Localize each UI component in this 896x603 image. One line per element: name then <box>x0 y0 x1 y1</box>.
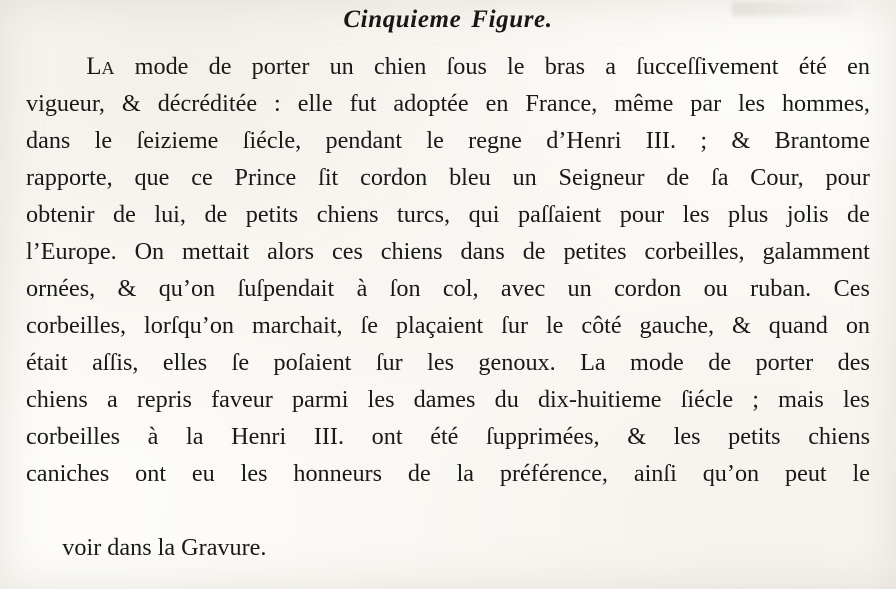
text-word: rapporte, <box>26 164 113 191</box>
text-word: de <box>847 201 870 228</box>
text-word: petits <box>728 423 781 450</box>
text-word: a <box>106 386 118 413</box>
text-word: galamment <box>762 238 870 265</box>
text-word: qu’on <box>702 460 760 487</box>
page-title-word-1: Cinquieme <box>343 6 462 33</box>
text-line <box>26 159 870 196</box>
text-line <box>26 85 870 122</box>
text-line <box>26 381 870 418</box>
text-word: qui <box>468 201 500 228</box>
text-word: un <box>329 53 354 80</box>
text-word: lorſqu’on <box>144 312 235 339</box>
text-word: alors <box>267 238 315 265</box>
text-word: un <box>512 164 537 191</box>
text-line <box>26 122 870 159</box>
text-word: les <box>367 386 395 413</box>
text-word: ou <box>703 275 728 302</box>
text-word: hommes, <box>781 90 870 117</box>
text-word: le <box>94 127 113 154</box>
text-word: qu’on <box>158 275 216 302</box>
text-word: elle <box>297 90 333 117</box>
text-word: plaçaient <box>395 312 484 339</box>
text-word: a <box>605 53 616 80</box>
text-word: & <box>627 423 647 450</box>
text-word: dames <box>413 386 476 413</box>
text-word: honneurs <box>293 460 383 487</box>
text-word: été <box>430 423 459 450</box>
text-word: ornées, <box>26 275 96 302</box>
text-word: ont <box>371 423 403 450</box>
text-word: ſa <box>711 164 729 191</box>
text-word: col, <box>442 275 479 302</box>
text-word: On <box>134 238 165 265</box>
text-line <box>26 48 870 85</box>
text-word: l’Europe. <box>26 238 117 265</box>
text-word: dans <box>26 127 71 154</box>
text-word: ſiécle, <box>242 127 302 154</box>
text-word: côté <box>581 312 622 339</box>
text-word: les <box>427 349 454 376</box>
text-word: décréditée <box>157 90 258 117</box>
text-word: était <box>26 349 68 376</box>
text-line-content: voir dans la Gravure. <box>62 534 267 561</box>
text-word: les <box>738 90 765 117</box>
text-word: jolis <box>786 201 829 228</box>
text-word: mettait <box>182 238 250 265</box>
text-word: aſſis, <box>92 349 139 376</box>
text-word: & <box>121 90 141 117</box>
text-word: parmi <box>292 386 349 413</box>
text-word: avec <box>500 275 546 302</box>
text-word: plus <box>728 201 769 228</box>
text-word: III. <box>313 423 345 450</box>
text-word: ſur <box>501 312 529 339</box>
text-word: gauche, <box>639 312 715 339</box>
text-word: chiens <box>316 201 379 228</box>
text-word: pour <box>619 201 665 228</box>
text-word: & <box>117 275 137 302</box>
text-word: porter <box>755 349 814 376</box>
text-word: ſiécle <box>680 386 734 413</box>
text-word: par <box>690 90 722 117</box>
text-word: mode <box>630 349 684 376</box>
text-word: porter <box>251 53 310 80</box>
text-word: ſur <box>375 349 403 376</box>
text-word: & <box>732 312 751 339</box>
text-word: eu <box>191 460 215 487</box>
text-word: ſe <box>231 349 250 376</box>
text-word: corbeilles <box>26 423 121 450</box>
text-word: elles <box>162 349 208 376</box>
text-word: le <box>426 127 444 154</box>
text-word: dans <box>460 238 505 265</box>
text-word: vigueur, <box>26 90 105 117</box>
text-word: les <box>842 386 870 413</box>
text-word: même <box>614 90 674 117</box>
text-word: le <box>545 312 564 339</box>
text-word: on <box>845 312 870 339</box>
text-word: ſeizieme <box>136 127 219 154</box>
text-word: que <box>134 164 170 191</box>
text-word: mode <box>134 53 189 80</box>
text-word: lui, <box>154 201 186 228</box>
text-word: préférence, <box>499 460 608 487</box>
text-word: turcs, <box>397 201 451 228</box>
text-word: regne <box>468 127 522 154</box>
text-word: marchait, <box>251 312 343 339</box>
text-word: été <box>798 53 827 80</box>
text-word: de <box>522 238 546 265</box>
text-word: petits <box>245 201 299 228</box>
text-word: de <box>666 164 690 191</box>
text-word: Cour, <box>750 164 804 191</box>
text-word: de <box>708 349 732 376</box>
text-word: de <box>407 460 431 487</box>
text-word: à <box>147 423 159 450</box>
text-word: peut <box>785 460 827 487</box>
text-line <box>26 492 870 603</box>
text-line <box>26 270 870 307</box>
text-word: III. <box>645 127 676 154</box>
text-word: ces <box>332 238 363 265</box>
text-word: ſon <box>389 275 421 302</box>
text-word: La <box>580 349 606 376</box>
text-word: de <box>204 201 228 228</box>
text-word: pendant <box>325 127 403 154</box>
text-line <box>26 455 870 492</box>
text-word: : <box>274 90 281 117</box>
text-word: bras <box>544 53 585 80</box>
text-word: cordon <box>360 164 428 191</box>
text-word: cordon <box>614 275 682 302</box>
text-word: corbeilles, <box>644 238 745 265</box>
text-word: des <box>837 349 870 376</box>
text-word: Prince <box>234 164 297 191</box>
text-word: ſupprimées, <box>486 423 600 450</box>
text-word: fut <box>349 90 377 117</box>
text-word: ſucceſſivement <box>636 53 779 80</box>
text-word: chien <box>373 53 427 80</box>
text-word: poſaient <box>273 349 352 376</box>
text-word: Ces <box>833 275 870 302</box>
text-word: faveur <box>211 386 273 413</box>
text-word: pour <box>825 164 870 191</box>
text-word: ont <box>135 460 167 487</box>
text-word: ce <box>191 164 213 191</box>
text-word: ; <box>700 127 708 154</box>
body-paragraph <box>26 48 870 603</box>
text-word: paſſaient <box>518 201 602 228</box>
text-word: les <box>673 423 701 450</box>
text-word: du <box>494 386 519 413</box>
text-word: chiens <box>26 386 88 413</box>
text-word: le <box>852 460 870 487</box>
text-word: bleu <box>449 164 491 191</box>
text-word: ainſi <box>633 460 677 487</box>
text-word: ſuſpendait <box>237 275 335 302</box>
text-word: de <box>113 201 136 228</box>
text-word: caniches <box>26 460 110 487</box>
text-word: la <box>186 423 204 450</box>
text-word: mais <box>778 386 824 413</box>
text-word: ſit <box>318 164 339 191</box>
text-line <box>26 233 870 270</box>
text-line <box>26 344 870 381</box>
text-word: quand <box>768 312 828 339</box>
text-word: ; <box>752 386 759 413</box>
text-word: & <box>731 127 751 154</box>
text-line <box>26 196 870 233</box>
text-word: le <box>507 53 525 80</box>
text-word: les <box>240 460 268 487</box>
paragraph-indent <box>26 48 66 85</box>
text-word: genoux. <box>478 349 556 376</box>
text-word: chiens <box>808 423 870 450</box>
text-word: petites <box>563 238 627 265</box>
text-word: obtenir <box>26 201 95 228</box>
text-line <box>26 307 870 344</box>
text-word: Henri <box>231 423 287 450</box>
text-word: ruban. <box>750 275 812 302</box>
text-word: en <box>485 90 509 117</box>
text-word: ſe <box>360 312 378 339</box>
text-word: repris <box>136 386 192 413</box>
text-word: France, <box>525 90 598 117</box>
text-word: Brantome <box>774 127 870 154</box>
text-word: d’Henri <box>546 127 622 154</box>
page-title <box>26 6 870 34</box>
text-word: adoptée <box>393 90 469 117</box>
drop-smallcaps: La <box>86 53 115 80</box>
text-word: dix-huitieme <box>537 386 662 413</box>
page-title-word-2: Figure. <box>471 6 553 33</box>
text-word: ſous <box>446 53 487 80</box>
text-word: de <box>208 53 232 80</box>
text-word: un <box>567 275 592 302</box>
text-line <box>26 418 870 455</box>
text-word: en <box>847 53 870 80</box>
text-word: les <box>682 201 710 228</box>
text-word: corbeilles, <box>26 312 127 339</box>
text-word: à <box>356 275 368 302</box>
text-word: Seigneur <box>558 164 645 191</box>
text-word: chiens <box>380 238 443 265</box>
text-word: la <box>456 460 475 487</box>
